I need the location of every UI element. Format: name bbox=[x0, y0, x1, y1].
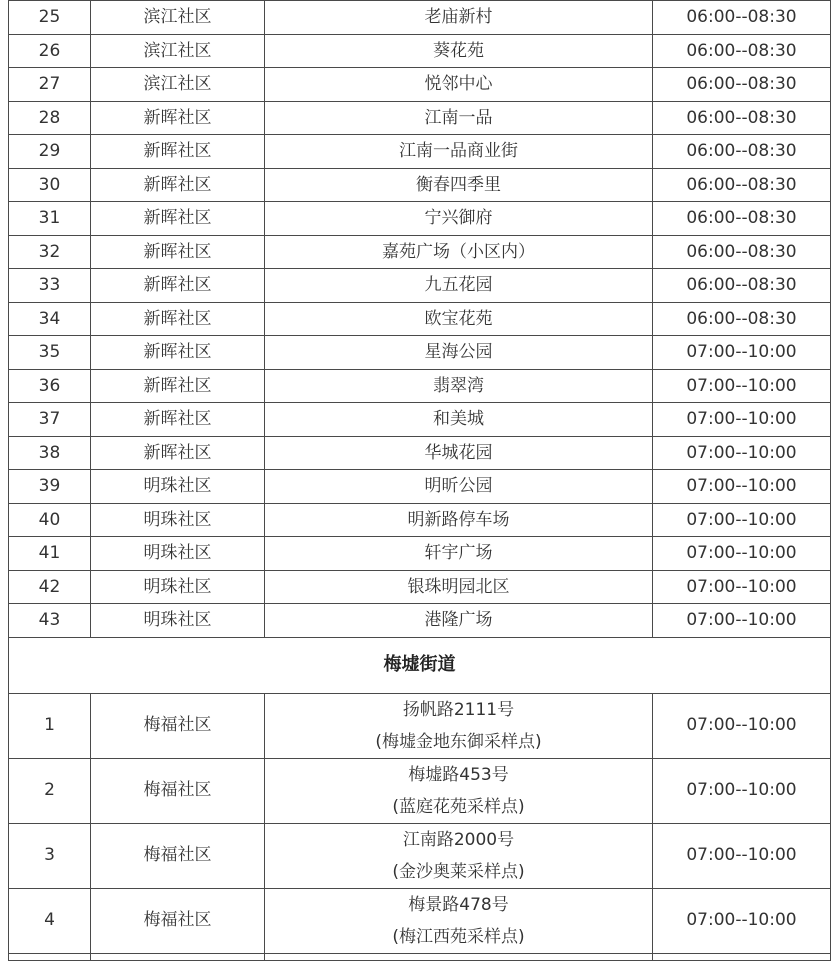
community-name: 明珠社区 bbox=[91, 537, 265, 571]
row-number: 30 bbox=[9, 168, 91, 202]
table-row-partial bbox=[9, 953, 831, 960]
sampling-sites-table bbox=[8, 0, 831, 961]
row-number: 2 bbox=[9, 758, 91, 823]
community-name: 新晖社区 bbox=[91, 235, 265, 269]
site-name: 欧宝花苑 bbox=[265, 302, 653, 336]
sampling-time: 07:00--10:00 bbox=[653, 758, 831, 823]
site-name: 悦邻中心 bbox=[265, 68, 653, 102]
table-row bbox=[9, 436, 831, 470]
site-name: 银珠明园北区 bbox=[265, 570, 653, 604]
table-row bbox=[9, 101, 831, 135]
community-name: 滨江社区 bbox=[91, 1, 265, 35]
community-name: 新晖社区 bbox=[91, 369, 265, 403]
site-address bbox=[265, 758, 653, 823]
row-number: 27 bbox=[9, 68, 91, 102]
community-name: 新晖社区 bbox=[91, 302, 265, 336]
row-number: 38 bbox=[9, 436, 91, 470]
site-name: 和美城 bbox=[265, 403, 653, 437]
site-name: 衡春四季里 bbox=[265, 168, 653, 202]
table-row bbox=[9, 537, 831, 571]
table-row bbox=[9, 570, 831, 604]
sampling-time: 06:00--08:30 bbox=[653, 269, 831, 303]
table-row bbox=[9, 135, 831, 169]
sampling-time: 07:00--10:00 bbox=[653, 693, 831, 758]
site-label-line: (梅墟金地东御采样点) bbox=[375, 731, 542, 752]
community-name: 明珠社区 bbox=[91, 470, 265, 504]
row-number: 28 bbox=[9, 101, 91, 135]
row-number: 26 bbox=[9, 34, 91, 68]
site-name: 明昕公园 bbox=[265, 470, 653, 504]
table-row bbox=[9, 888, 831, 953]
community-name: 滨江社区 bbox=[91, 68, 265, 102]
site-name: 星海公园 bbox=[265, 336, 653, 370]
table-row bbox=[9, 202, 831, 236]
sampling-time: 06:00--08:30 bbox=[653, 168, 831, 202]
site-name: 江南一品商业街 bbox=[265, 135, 653, 169]
row-number: 1 bbox=[9, 693, 91, 758]
table-row bbox=[9, 336, 831, 370]
sampling-time: 07:00--10:00 bbox=[653, 570, 831, 604]
site-address bbox=[265, 693, 653, 758]
sampling-time: 07:00--10:00 bbox=[653, 503, 831, 537]
site-address-line: 梅墟路453号 bbox=[408, 764, 509, 785]
table-row bbox=[9, 235, 831, 269]
sampling-time: 07:00--10:00 bbox=[653, 823, 831, 888]
table-row bbox=[9, 68, 831, 102]
table-row bbox=[9, 34, 831, 68]
sampling-time: 06:00--08:30 bbox=[653, 202, 831, 236]
site-address-line: 扬帆路2111号 bbox=[402, 699, 515, 720]
section-header-row bbox=[9, 637, 831, 693]
community-name: 新晖社区 bbox=[91, 436, 265, 470]
site-name: 江南一品 bbox=[265, 101, 653, 135]
sampling-time: 06:00--08:30 bbox=[653, 68, 831, 102]
sampling-time: 07:00--10:00 bbox=[653, 604, 831, 638]
empty-cell bbox=[653, 953, 831, 960]
table-row bbox=[9, 403, 831, 437]
row-number: 40 bbox=[9, 503, 91, 537]
community-name: 明珠社区 bbox=[91, 604, 265, 638]
row-number: 3 bbox=[9, 823, 91, 888]
row-number: 25 bbox=[9, 1, 91, 35]
site-name: 老庙新村 bbox=[265, 1, 653, 35]
sampling-time: 07:00--10:00 bbox=[653, 369, 831, 403]
sampling-time: 07:00--10:00 bbox=[653, 436, 831, 470]
section-title: 梅墟街道 bbox=[9, 637, 831, 693]
row-number: 31 bbox=[9, 202, 91, 236]
community-name: 新晖社区 bbox=[91, 135, 265, 169]
row-number: 41 bbox=[9, 537, 91, 571]
site-name: 翡翠湾 bbox=[265, 369, 653, 403]
community-name: 梅福社区 bbox=[91, 758, 265, 823]
community-name: 梅福社区 bbox=[91, 693, 265, 758]
table-row bbox=[9, 369, 831, 403]
sampling-time: 06:00--08:30 bbox=[653, 34, 831, 68]
community-name: 新晖社区 bbox=[91, 101, 265, 135]
community-name: 新晖社区 bbox=[91, 403, 265, 437]
site-name: 轩宇广场 bbox=[265, 537, 653, 571]
community-name: 新晖社区 bbox=[91, 168, 265, 202]
community-name: 梅福社区 bbox=[91, 888, 265, 953]
site-address-line: 江南路2000号 bbox=[402, 829, 515, 850]
table-row bbox=[9, 302, 831, 336]
table-row bbox=[9, 168, 831, 202]
row-number: 39 bbox=[9, 470, 91, 504]
community-name: 梅福社区 bbox=[91, 823, 265, 888]
table-row bbox=[9, 693, 831, 758]
table-row bbox=[9, 758, 831, 823]
community-name: 明珠社区 bbox=[91, 503, 265, 537]
row-number: 43 bbox=[9, 604, 91, 638]
community-name: 新晖社区 bbox=[91, 269, 265, 303]
row-number: 32 bbox=[9, 235, 91, 269]
row-number: 33 bbox=[9, 269, 91, 303]
sampling-time: 06:00--08:30 bbox=[653, 1, 831, 35]
table-row bbox=[9, 503, 831, 537]
site-address-line: 梅景路478号 bbox=[408, 894, 509, 915]
site-name: 港隆广场 bbox=[265, 604, 653, 638]
sampling-time: 07:00--10:00 bbox=[653, 537, 831, 571]
row-number: 35 bbox=[9, 336, 91, 370]
table-row bbox=[9, 470, 831, 504]
site-label-line: (蓝庭花苑采样点) bbox=[392, 796, 525, 817]
sampling-time: 07:00--10:00 bbox=[653, 888, 831, 953]
sampling-time: 06:00--08:30 bbox=[653, 302, 831, 336]
row-number: 42 bbox=[9, 570, 91, 604]
site-name: 明新路停车场 bbox=[265, 503, 653, 537]
sampling-time: 06:00--08:30 bbox=[653, 135, 831, 169]
empty-cell bbox=[265, 953, 653, 960]
site-label-line: (梅江西苑采样点) bbox=[392, 926, 525, 947]
row-number: 37 bbox=[9, 403, 91, 437]
sampling-time: 06:00--08:30 bbox=[653, 101, 831, 135]
community-name: 明珠社区 bbox=[91, 570, 265, 604]
table-row bbox=[9, 604, 831, 638]
site-name: 九五花园 bbox=[265, 269, 653, 303]
empty-cell bbox=[91, 953, 265, 960]
site-name: 宁兴御府 bbox=[265, 202, 653, 236]
site-label-line: (金沙奥莱采样点) bbox=[392, 861, 525, 882]
sampling-time: 07:00--10:00 bbox=[653, 470, 831, 504]
site-name: 葵花苑 bbox=[265, 34, 653, 68]
site-name: 华城花园 bbox=[265, 436, 653, 470]
row-number: 34 bbox=[9, 302, 91, 336]
row-number: 4 bbox=[9, 888, 91, 953]
table-row bbox=[9, 269, 831, 303]
table-row bbox=[9, 823, 831, 888]
site-address bbox=[265, 888, 653, 953]
site-address bbox=[265, 823, 653, 888]
sampling-time: 07:00--10:00 bbox=[653, 336, 831, 370]
community-name: 新晖社区 bbox=[91, 202, 265, 236]
empty-cell bbox=[9, 953, 91, 960]
site-name: 嘉苑广场（小区内） bbox=[265, 235, 653, 269]
table-row bbox=[9, 1, 831, 35]
row-number: 36 bbox=[9, 369, 91, 403]
sampling-time: 06:00--08:30 bbox=[653, 235, 831, 269]
community-name: 新晖社区 bbox=[91, 336, 265, 370]
row-number: 29 bbox=[9, 135, 91, 169]
community-name: 滨江社区 bbox=[91, 34, 265, 68]
sampling-time: 07:00--10:00 bbox=[653, 403, 831, 437]
